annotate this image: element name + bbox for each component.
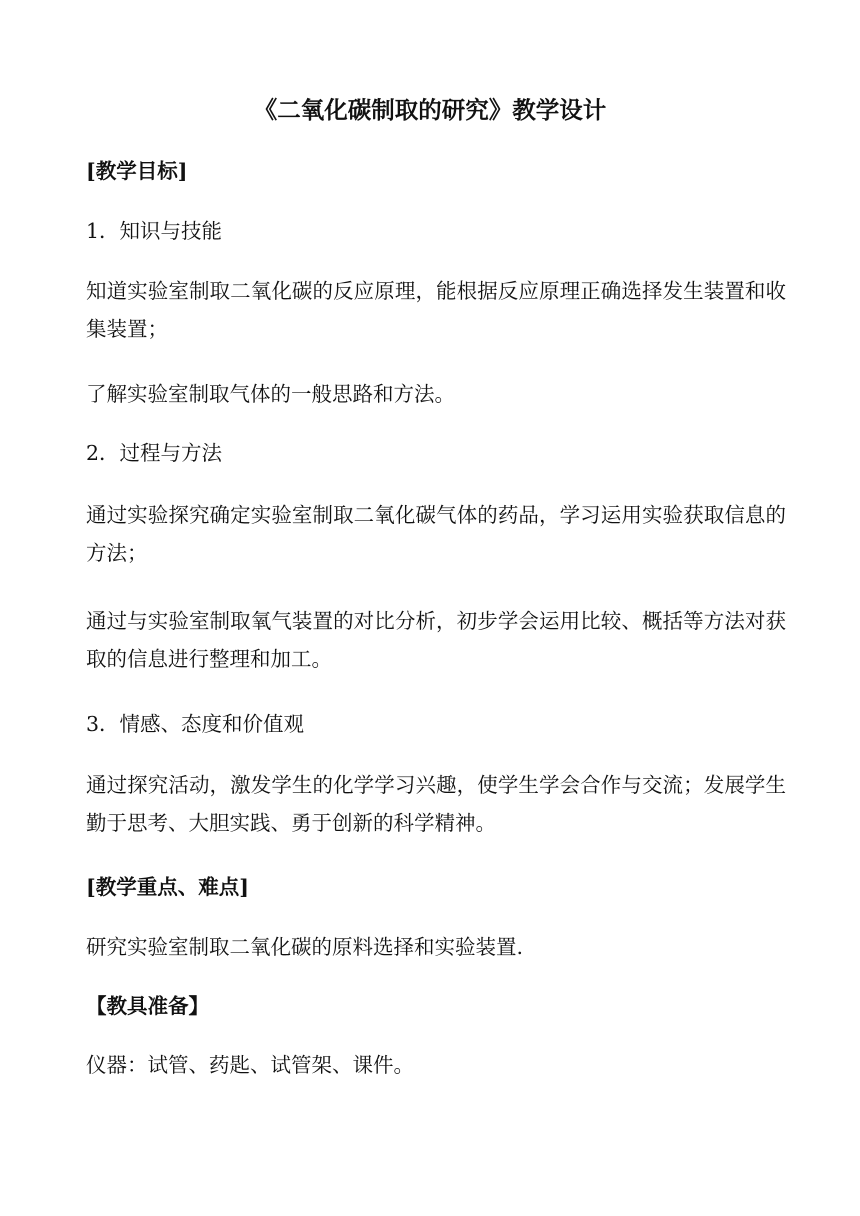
tools-paragraph-1: 仪器：试管、药匙、试管架、课件。 bbox=[86, 1053, 414, 1077]
focus-paragraph-1: 研究实验室制取二氧化碳的原料选择和实验装置. bbox=[86, 935, 524, 959]
process-paragraph-2: 通过与实验室制取氧气装置的对比分析，初步学会运用比较、概括等方法对获取的信息进行整理和加工。 bbox=[86, 609, 786, 671]
goals-heading: [教学目标] bbox=[86, 159, 188, 183]
emotion-heading: 3．情感、态度和价值观 bbox=[86, 712, 305, 736]
knowledge-paragraph-1: 知道实验室制取二氧化碳的反应原理，能根据反应原理正确选择发生装置和收集装置； bbox=[86, 279, 786, 341]
focus-heading: [教学重点、难点] bbox=[86, 875, 249, 899]
process-heading: 2．过程与方法 bbox=[86, 441, 223, 465]
emotion-paragraph-1: 通过探究活动，激发学生的化学学习兴趣，使学生学会合作与交流；发展学生勤于思考、大胆实践、勇于创新的科学精神。 bbox=[86, 773, 786, 835]
knowledge-heading: 1．知识与技能 bbox=[86, 219, 223, 243]
tools-heading: 【教具准备】 bbox=[86, 994, 209, 1018]
knowledge-paragraph-2: 了解实验室制取气体的一般思路和方法。 bbox=[86, 382, 455, 406]
document-title: 《二氧化碳制取的研究》教学设计 bbox=[253, 96, 607, 124]
process-paragraph-1: 通过实验探究确定实验室制取二氧化碳气体的药品，学习运用实验获取信息的方法； bbox=[86, 503, 786, 565]
